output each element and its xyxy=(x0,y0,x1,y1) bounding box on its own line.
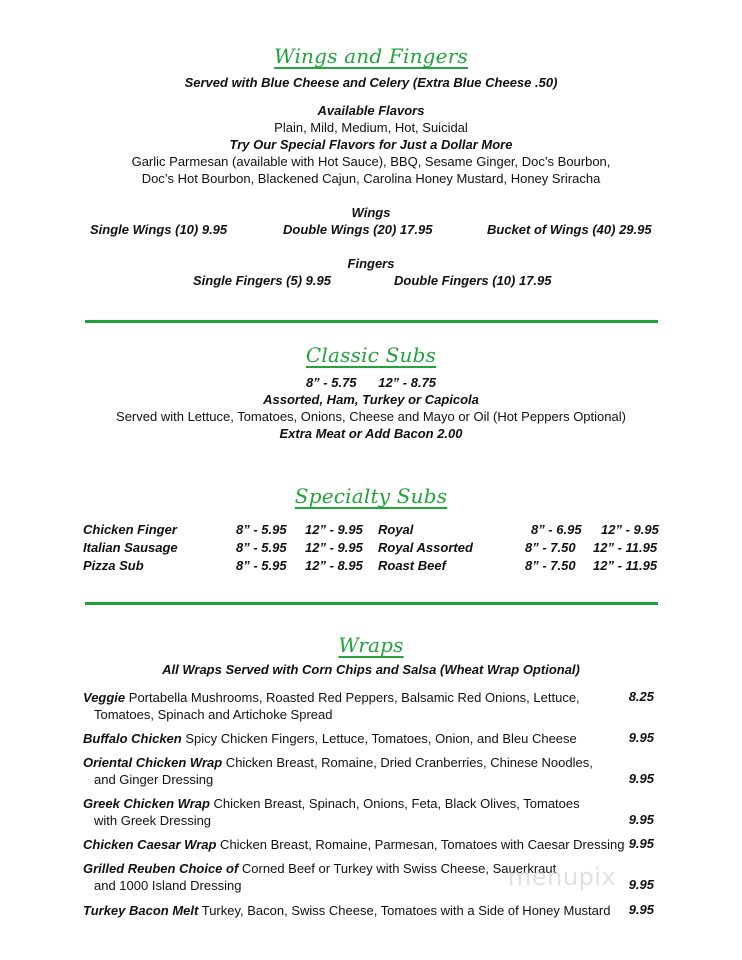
double-wings: Double Wings (20) 17.95 xyxy=(283,222,433,237)
flavors-list: Plain, Mild, Medium, Hot, Suicidal xyxy=(274,120,468,135)
specialty-item-small: 8” - 5.95 xyxy=(236,540,287,555)
bucket-wings: Bucket of Wings (40) 29.95 xyxy=(487,222,652,237)
wrap-item-name: Grilled Reuben Choice of xyxy=(83,861,239,876)
fingers-heading: Fingers xyxy=(347,256,395,271)
wrap-item xyxy=(83,754,593,771)
specialty-item-small: 8” - 7.50 xyxy=(525,540,576,555)
specialty-item-name: Royal Assorted xyxy=(378,540,473,555)
wrap-item-name: Greek Chicken Wrap xyxy=(83,796,210,811)
specialty-item-large: 12” - 9.95 xyxy=(305,540,363,555)
wrap-item-price: 9.95 xyxy=(628,836,654,851)
specialty-item-large: 12” - 8.95 xyxy=(305,558,363,573)
specialty-item-large: 12” - 9.95 xyxy=(601,522,659,537)
wrap-item-desc: Corned Beef or Turkey with Swiss Cheese, Sauerkraut xyxy=(238,861,557,876)
specialty-item-name: Pizza Sub xyxy=(83,558,144,573)
special-flavors-line-2: Doc’s Hot Bourbon, Blackened Cajun, Carolina Honey Mustard, Honey Sriracha xyxy=(141,171,601,186)
classic-subs-kinds: Assorted, Ham, Turkey or Capicola xyxy=(263,392,479,407)
divider-1 xyxy=(85,320,658,323)
wrap-item-price: 9.95 xyxy=(628,730,654,745)
classic-subs-sizes: 8” - 5.75 12” - 8.75 xyxy=(305,375,437,390)
specialty-subs-title: Specialty Subs xyxy=(294,484,448,508)
specialty-item-small: 8” - 7.50 xyxy=(525,558,576,573)
wrap-item-desc-cont: Tomatoes, Spinach and Artichoke Spread xyxy=(94,707,333,722)
wrap-item-name: Veggie xyxy=(83,690,126,705)
specialty-item-small: 8” - 5.95 xyxy=(236,522,287,537)
wrap-item-desc: Spicy Chicken Fingers, Lettuce, Tomatoes, Onion, and Bleu Cheese xyxy=(181,731,577,746)
specialty-item-large: 12” - 11.95 xyxy=(593,540,658,555)
classic-subs-title: Classic Subs xyxy=(305,343,437,367)
wrap-item-desc-cont: with Greek Dressing xyxy=(94,813,212,828)
flavors-heading: Available Flavors xyxy=(317,103,425,118)
divider-2 xyxy=(85,602,658,605)
specialty-item-large: 12” - 11.95 xyxy=(593,558,658,573)
wraps-subtitle: All Wraps Served with Corn Chips and Salsa (Wheat Wrap Optional) xyxy=(162,662,580,677)
wrap-item xyxy=(83,902,610,919)
specialty-item-name: Roast Beef xyxy=(378,558,446,573)
wrap-item-price: 9.95 xyxy=(628,902,654,917)
wrap-item-desc: Chicken Breast, Romaine, Dried Cranberries, Chinese Noodles, xyxy=(222,755,593,770)
wrap-item-desc: Portabella Mushrooms, Roasted Red Peppers, Balsamic Red Onions, Lettuce, xyxy=(125,690,580,705)
specialty-item-small: 8” - 6.95 xyxy=(531,522,582,537)
wrap-item-name: Buffalo Chicken xyxy=(83,731,182,746)
single-fingers: Single Fingers (5) 9.95 xyxy=(193,273,331,288)
wrap-item-desc: Chicken Breast, Romaine, Parmesan, Tomatoes with Caesar Dressing xyxy=(216,837,625,852)
wrap-item xyxy=(83,836,624,853)
wings-subtitle: Served with Blue Cheese and Celery (Extra Blue Cheese .50) xyxy=(184,75,558,90)
wrap-item-desc: Turkey, Bacon, Swiss Cheese, Tomatoes with a Side of Honey Mustard xyxy=(198,903,611,918)
wrap-item xyxy=(83,689,580,706)
specialty-item-large: 12” - 9.95 xyxy=(305,522,363,537)
double-fingers: Double Fingers (10) 17.95 xyxy=(394,273,552,288)
wrap-item xyxy=(83,795,580,812)
wrap-item-desc-cont: and 1000 Island Dressing xyxy=(94,878,242,893)
wrap-item-desc: Chicken Breast, Spinach, Onions, Feta, Black Olives, Tomatoes xyxy=(209,796,580,811)
menupix-watermark: menupix xyxy=(508,863,617,891)
wrap-item-price: 9.95 xyxy=(628,877,654,892)
specialty-item-name: Chicken Finger xyxy=(83,522,177,537)
wrap-item xyxy=(83,860,556,877)
classic-subs-served: Served with Lettuce, Tomatoes, Onions, Cheese and Mayo or Oil (Hot Peppers Optional) xyxy=(116,409,626,424)
wrap-item xyxy=(83,730,577,747)
specialty-item-name: Italian Sausage xyxy=(83,540,178,555)
wrap-item-price: 9.95 xyxy=(628,812,654,827)
wings-heading: Wings xyxy=(351,205,391,220)
specialty-item-small: 8” - 5.95 xyxy=(236,558,287,573)
classic-subs-extra: Extra Meat or Add Bacon 2.00 xyxy=(279,426,463,441)
specialty-item-name: Royal xyxy=(378,522,414,537)
wraps-title: Wraps xyxy=(338,633,404,657)
wrap-item-name: Oriental Chicken Wrap xyxy=(83,755,223,770)
single-wings: Single Wings (10) 9.95 xyxy=(90,222,228,237)
wrap-item-name: Turkey Bacon Melt xyxy=(83,903,199,918)
wrap-item-price: 9.95 xyxy=(628,771,654,786)
special-flavors-heading: Try Our Special Flavors for Just a Dollar More xyxy=(229,137,513,152)
wrap-item-price: 8.25 xyxy=(628,689,654,704)
special-flavors-line-1: Garlic Parmesan (available with Hot Sauce), BBQ, Sesame Ginger, Doc’s Bourbon, xyxy=(131,154,611,169)
wings-title: Wings and Fingers xyxy=(274,44,468,68)
wrap-item-desc-cont: and Ginger Dressing xyxy=(94,772,214,787)
wrap-item-name: Chicken Caesar Wrap xyxy=(83,837,217,852)
